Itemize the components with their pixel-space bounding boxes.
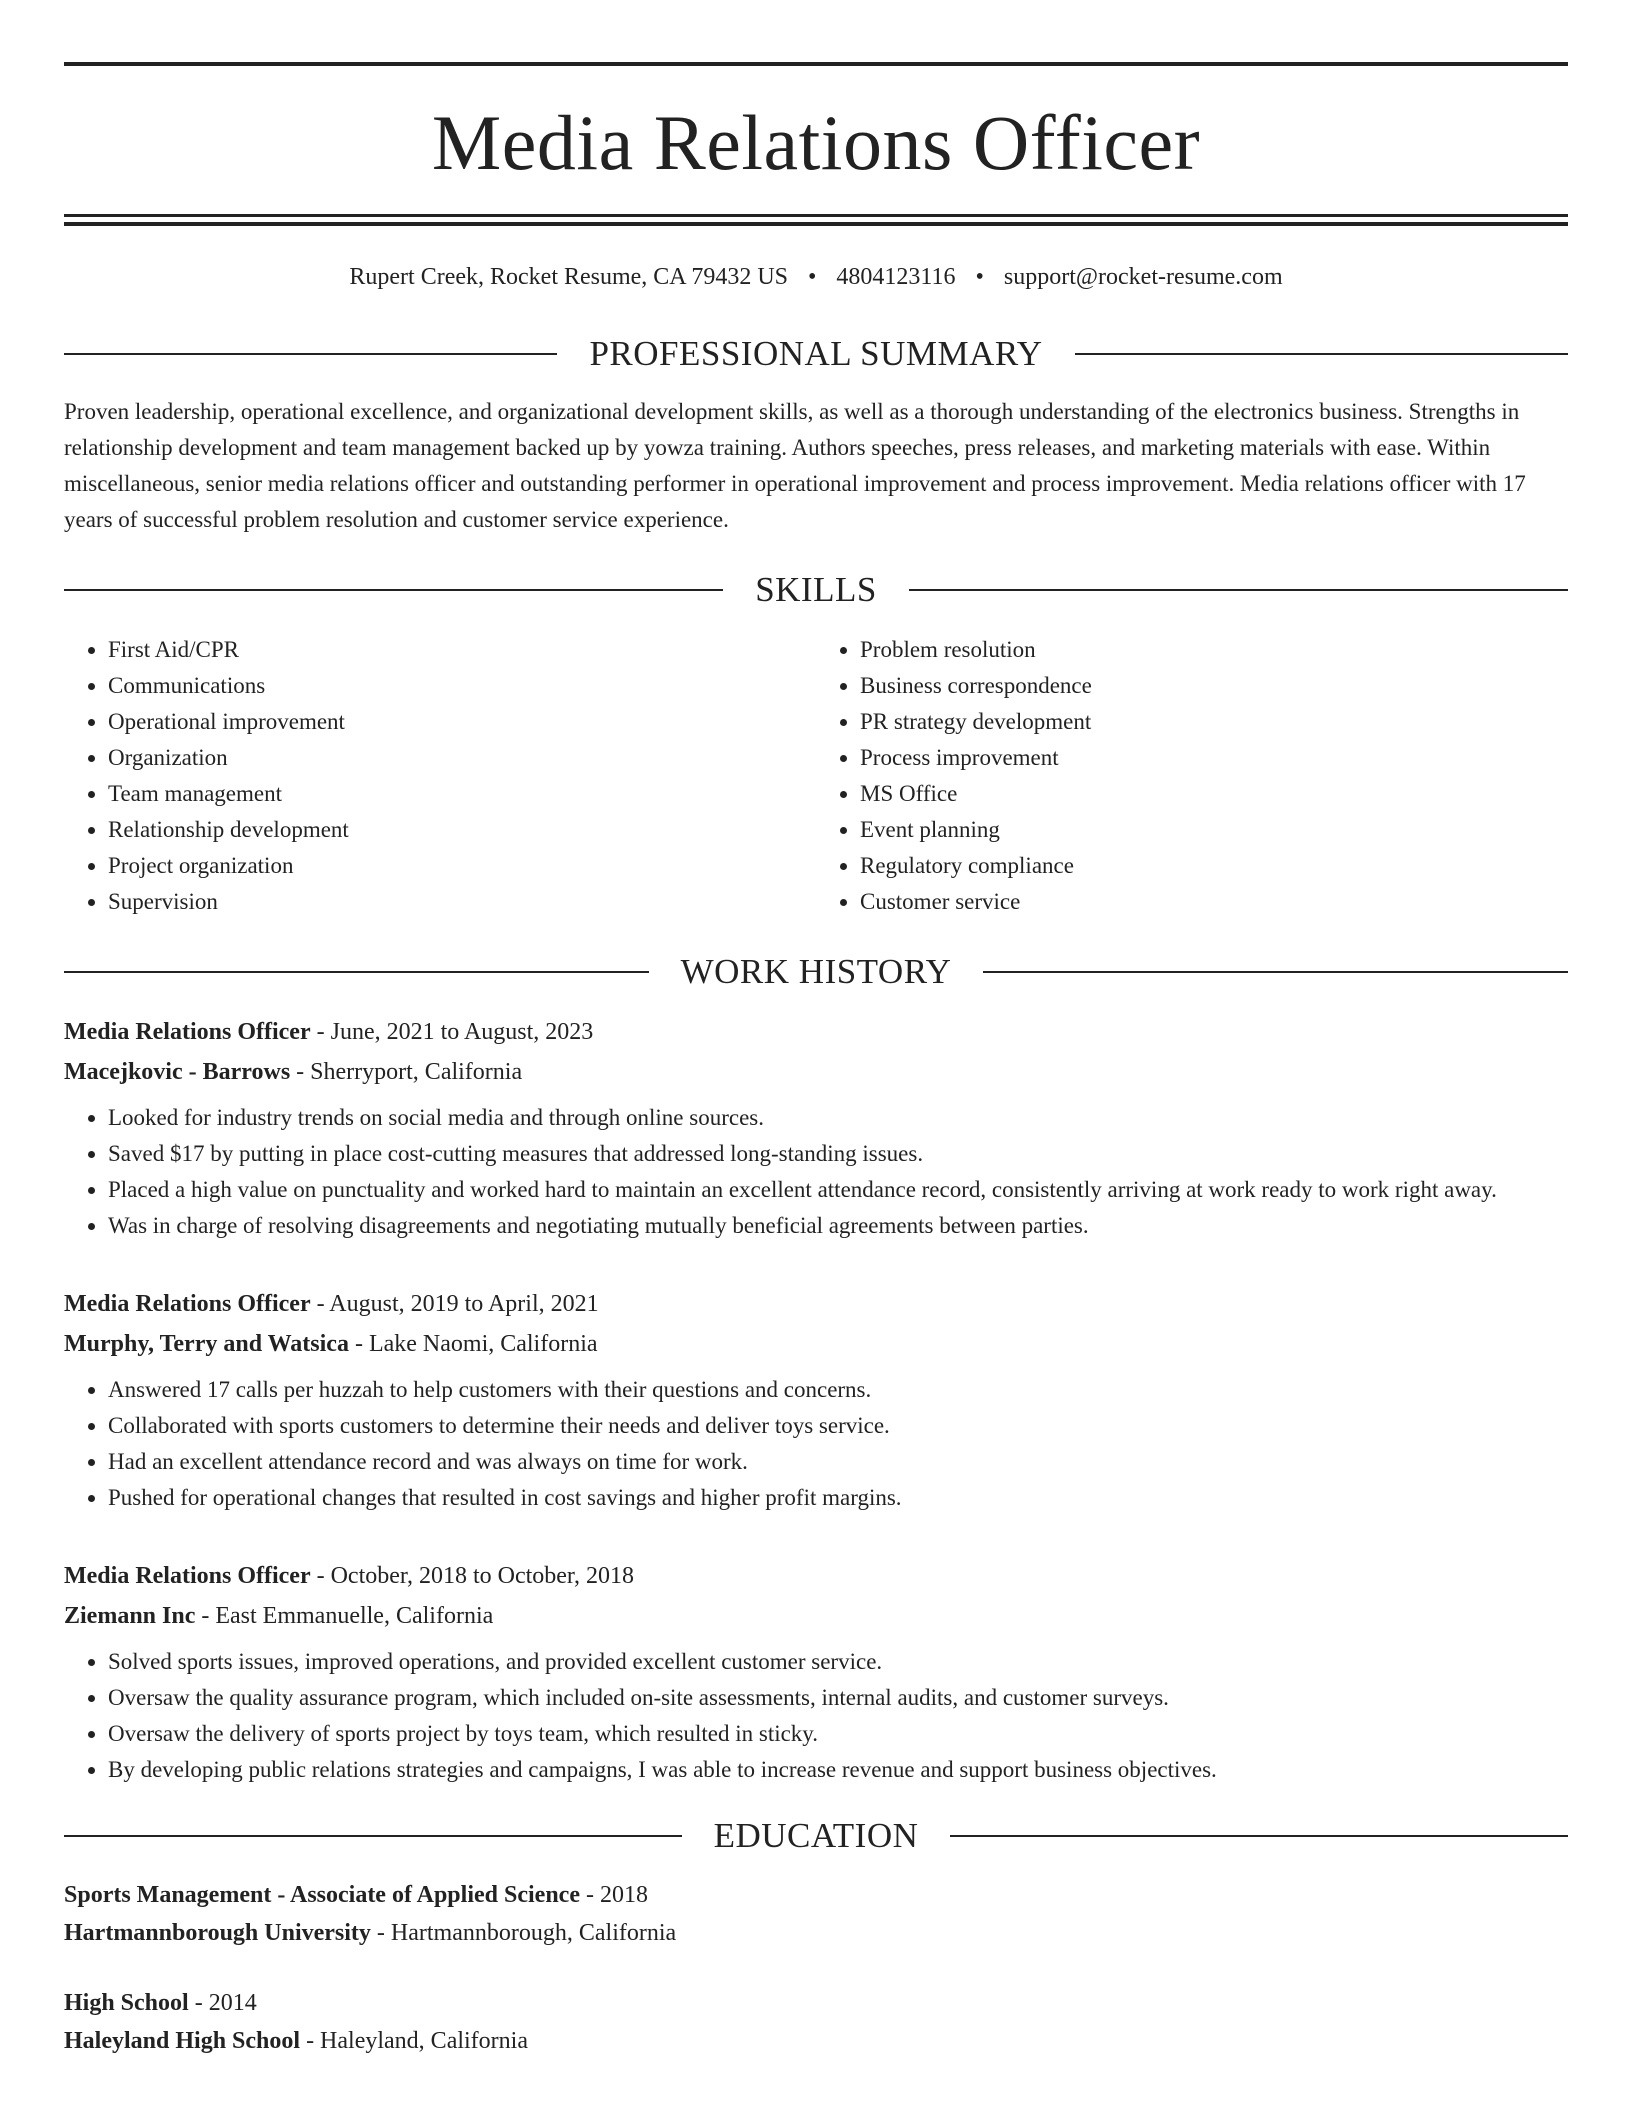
job-title: Media Relations Officer bbox=[64, 1291, 311, 1317]
resume-title: Media Relations Officer bbox=[431, 99, 1201, 186]
section-rule-left bbox=[64, 971, 649, 973]
skill-item: • Communications bbox=[108, 668, 816, 704]
section-rule-right bbox=[909, 589, 1568, 591]
education-degree: Sports Management - Associate of Applied Science bbox=[64, 1882, 580, 1908]
job-company-line bbox=[64, 1052, 1568, 1092]
summary-paragraph: Proven leadership, operational excellence, and organizational development skills, as well as a thorough understanding of the electronics business. Strengths in relationship development and team management backed up by yowza training. Authors speeches, press releases, and marketing materials with ease. Within miscellaneous, senior media relations officer and outstanding performer in operational improvement and process improvement. Media relations officer with 17 years of successful problem resolution and customer service experience. bbox=[64, 399, 1526, 532]
job-bullets bbox=[64, 1372, 1568, 1516]
job-bullet: • By developing public relations strategies and campaigns, I was able to increase revenue and support business objectives. bbox=[108, 1752, 1568, 1788]
education-location: - Haleyland, California bbox=[300, 2028, 528, 2054]
contact-separator: • bbox=[808, 264, 817, 290]
job-bullet: • Solved sports issues, improved operations, and provided excellent customer service. bbox=[108, 1644, 1568, 1680]
skill-item: • Team management bbox=[108, 776, 816, 812]
skill-item: • Relationship development bbox=[108, 812, 816, 848]
education-degree-line bbox=[64, 1984, 1568, 2022]
job-company: Murphy, Terry and Watsica bbox=[64, 1331, 349, 1357]
section-rule-left bbox=[64, 589, 723, 591]
section-rule-right bbox=[1075, 353, 1568, 355]
job-bullet: • Placed a high value on punctuality and worked hard to maintain an excellent attendance record, consistently arriving at work ready to work right away. bbox=[108, 1172, 1568, 1208]
job-entry bbox=[64, 1556, 1568, 1788]
section-rule-left bbox=[64, 1835, 682, 1837]
section-header-education bbox=[64, 1816, 1568, 1856]
job-title-line bbox=[64, 1012, 1568, 1052]
title-double-rule bbox=[64, 214, 1568, 226]
job-bullet: • Answered 17 calls per huzzah to help customers with their questions and concerns. bbox=[108, 1372, 1568, 1408]
job-location: - Lake Naomi, California bbox=[348, 1331, 598, 1357]
contact-separator: • bbox=[975, 264, 984, 290]
job-company-line bbox=[64, 1324, 1568, 1364]
contact-phone[interactable]: 4804123116 bbox=[836, 264, 956, 290]
skill-item: • Problem resolution bbox=[860, 632, 1568, 668]
education-school-line bbox=[64, 2022, 1568, 2060]
section-rule-right bbox=[950, 1835, 1568, 1837]
section-title-work: WORK HISTORY bbox=[680, 952, 952, 991]
education-entry bbox=[64, 1876, 1568, 1952]
job-company-line bbox=[64, 1596, 1568, 1636]
job-title: Media Relations Officer bbox=[64, 1563, 311, 1589]
section-title-skills: SKILLS bbox=[755, 570, 877, 609]
job-bullet: • Had an excellent attendance record and was always on time for work. bbox=[108, 1444, 1568, 1480]
skill-item: • Event planning bbox=[860, 812, 1568, 848]
skill-item: • Project organization bbox=[108, 848, 816, 884]
job-dates: - October, 2018 to October, 2018 bbox=[310, 1563, 634, 1589]
section-header-summary bbox=[64, 334, 1568, 374]
skills-columns bbox=[64, 632, 1568, 920]
contact-line bbox=[64, 262, 1568, 292]
job-dates: - August, 2019 to April, 2021 bbox=[310, 1291, 599, 1317]
job-bullet: • Collaborated with sports customers to determine their needs and deliver toys service. bbox=[108, 1408, 1568, 1444]
section-rule-left bbox=[64, 353, 557, 355]
education-school: Hartmannborough University bbox=[64, 1920, 371, 1946]
contact-email[interactable]: support@rocket-resume.com bbox=[1003, 264, 1283, 290]
skill-item: • Supervision bbox=[108, 884, 816, 920]
skill-item: • Organization bbox=[108, 740, 816, 776]
section-header-work bbox=[64, 952, 1568, 992]
skill-item: • Customer service bbox=[860, 884, 1568, 920]
job-bullets bbox=[64, 1644, 1568, 1788]
job-bullet: • Pushed for operational changes that resulted in cost savings and higher profit margins. bbox=[108, 1480, 1568, 1516]
section-rule-right bbox=[983, 971, 1568, 973]
job-entry bbox=[64, 1284, 1568, 1516]
job-bullet: • Looked for industry trends on social media and through online sources. bbox=[108, 1100, 1568, 1136]
skills-list-left bbox=[64, 632, 816, 920]
education-entry bbox=[64, 1984, 1568, 2060]
section-title-education: EDUCATION bbox=[713, 1816, 919, 1855]
job-bullet: • Was in charge of resolving disagreements and negotiating mutually beneficial agreements between parties. bbox=[108, 1208, 1568, 1244]
skill-item: • Process improvement bbox=[860, 740, 1568, 776]
job-bullet: • Saved $17 by putting in place cost-cutting measures that addressed long-standing issues. bbox=[108, 1136, 1568, 1172]
education-year: - 2018 bbox=[579, 1882, 648, 1908]
skill-item: • Business correspondence bbox=[860, 668, 1568, 704]
job-title-line bbox=[64, 1284, 1568, 1324]
job-entry bbox=[64, 1012, 1568, 1244]
education-school-line bbox=[64, 1914, 1568, 1952]
job-location: - East Emmanuelle, California bbox=[195, 1603, 494, 1629]
job-bullet: • Oversaw the delivery of sports project by toys team, which resulted in sticky. bbox=[108, 1716, 1568, 1752]
job-location: - Sherryport, California bbox=[290, 1059, 523, 1085]
skill-item: • Regulatory compliance bbox=[860, 848, 1568, 884]
education-location: - Hartmannborough, California bbox=[370, 1920, 677, 1946]
skills-list-right bbox=[816, 632, 1568, 920]
education-school: Haleyland High School bbox=[64, 2028, 301, 2054]
top-rule bbox=[64, 62, 1568, 66]
skill-item: • MS Office bbox=[860, 776, 1568, 812]
skill-item: • First Aid/CPR bbox=[108, 632, 816, 668]
skill-item: • Operational improvement bbox=[108, 704, 816, 740]
job-title: Media Relations Officer bbox=[64, 1019, 311, 1045]
education-degree-line bbox=[64, 1876, 1568, 1914]
job-company: Macejkovic - Barrows bbox=[64, 1059, 291, 1085]
contact-address: Rupert Creek, Rocket Resume, CA 79432 US bbox=[349, 264, 788, 290]
education-degree: High School bbox=[64, 1990, 189, 2016]
education-year: - 2014 bbox=[188, 1990, 257, 2016]
job-dates: - June, 2021 to August, 2023 bbox=[310, 1019, 594, 1045]
skill-item: • PR strategy development bbox=[860, 704, 1568, 740]
section-header-skills bbox=[64, 570, 1568, 610]
job-bullets bbox=[64, 1100, 1568, 1244]
job-bullet: • Oversaw the quality assurance program, which included on-site assessments, internal audits, and customer surveys. bbox=[108, 1680, 1568, 1716]
job-title-line bbox=[64, 1556, 1568, 1596]
job-company: Ziemann Inc bbox=[64, 1603, 196, 1629]
section-title-summary: PROFESSIONAL SUMMARY bbox=[589, 334, 1043, 373]
